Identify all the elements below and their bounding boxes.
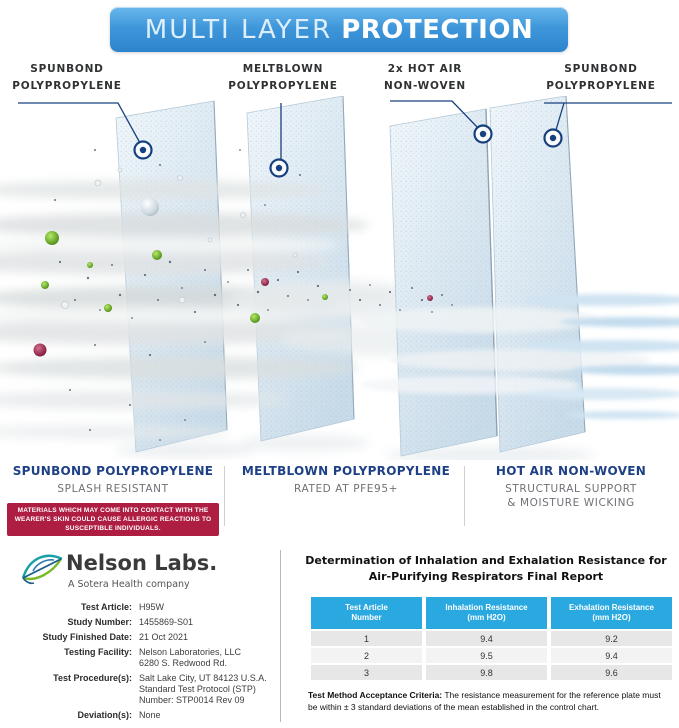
table-cell: 9.4	[551, 648, 672, 663]
divider	[224, 466, 225, 526]
study-fields	[10, 602, 285, 721]
label-line: POLYPROPYLENE	[228, 80, 338, 92]
field-value-line: Number: STP0014 Rev 09	[139, 695, 245, 705]
desc-sub: SPLASH RESISTANT	[57, 483, 169, 495]
table-cell: 2	[311, 648, 422, 663]
report-title	[300, 553, 672, 585]
table-cell: 9.8	[426, 665, 547, 680]
field-value: 21 Oct 2021	[139, 632, 189, 642]
label-line: SPUNBOND	[30, 63, 104, 75]
table-cell: 9.4	[426, 631, 547, 646]
table-cell: 9.2	[551, 631, 672, 646]
field-value: None	[139, 710, 161, 720]
nelson-labs-logo-icon	[20, 550, 64, 590]
field-value-line: Standard Test Protocol (STP)	[139, 684, 256, 694]
label-layer-1-spunbond	[0, 61, 142, 95]
table-header-cell	[551, 597, 672, 629]
desc-sub	[472, 482, 670, 510]
divider	[280, 550, 281, 722]
field-value	[139, 673, 285, 706]
header-text: Exhalation Resistance (mm H2O)	[569, 603, 654, 622]
field-label: Study Number:	[67, 617, 132, 627]
lab-tagline: A Sotera Health company	[68, 579, 190, 590]
label-line: 2x HOT AIR	[387, 63, 463, 75]
field-label: Test Procedure(s):	[53, 673, 132, 683]
desc-sub: RATED AT PFE95+	[294, 483, 398, 495]
acceptance-criteria-note	[308, 690, 672, 713]
header-text: Test Article Number	[345, 603, 388, 622]
label-layer-3-hot-air	[349, 61, 501, 95]
marker-layer-4	[545, 130, 562, 147]
label-layer-2-meltblown	[206, 61, 360, 95]
field-label: Deviation(s):	[77, 710, 132, 720]
table-cell: 1	[311, 631, 422, 646]
desc-meltblown	[232, 464, 460, 496]
desc-heading: SPUNBOND POLYPROPYLENE	[12, 464, 214, 478]
report-title-line: Air-Purifying Respirators Final Report	[368, 570, 604, 583]
layers-illustration	[0, 96, 679, 460]
field-value: H95W	[139, 602, 165, 612]
note-lead: Test Method Acceptance Criteria:	[308, 690, 443, 700]
field-value	[139, 647, 285, 669]
note-body: The resistance measurement for the reference plate must be within ± 3 standard deviations of the mean established in the control chart.	[308, 690, 661, 712]
label-line: NON-WOVEN	[384, 80, 466, 92]
header-text: Inhalation Resistance (mm H2O)	[445, 603, 528, 622]
marker-layer-2	[271, 160, 288, 177]
field-value-line: Nelson Laboratories, LLC	[139, 647, 242, 657]
field-value-line: Salt Lake City, UT 84123 U.S.A.	[139, 673, 267, 683]
field-label: Test Article:	[80, 602, 132, 612]
label-layer-4-spunbond	[524, 61, 678, 95]
label-line: POLYPROPYLENE	[12, 80, 122, 92]
label-line: SPUNBOND	[564, 63, 638, 75]
title-banner	[110, 7, 568, 52]
title-light: MULTI LAYER	[144, 14, 333, 45]
lab-name: Nelson Labs.	[66, 551, 218, 575]
label-line: MELTBLOWN	[242, 63, 324, 75]
table-header-cell	[426, 597, 547, 629]
panel-hot-air-1	[390, 109, 497, 456]
divider	[464, 466, 465, 526]
title-bold: PROTECTION	[341, 14, 534, 45]
desc-spunbond	[6, 464, 220, 536]
table-cell: 9.5	[426, 648, 547, 663]
table-header-cell	[311, 597, 422, 629]
desc-sub-line: STRUCTURAL SUPPORT	[505, 483, 637, 495]
desc-heading: MELTBLOWN POLYPROPYLENE	[241, 464, 451, 478]
label-line: POLYPROPYLENE	[546, 80, 656, 92]
field-value: 1455869-S01	[139, 617, 194, 627]
resistance-table	[311, 597, 672, 680]
table-cell: 3	[311, 665, 422, 680]
desc-hot-air	[472, 464, 670, 510]
marker-layer-1	[135, 142, 152, 159]
desc-heading: HOT AIR NON-WOVEN	[495, 464, 647, 478]
field-label: Testing Facility:	[64, 647, 132, 657]
field-value-line: 6280 S. Redwood Rd.	[139, 658, 228, 668]
marker-layer-3	[475, 126, 492, 143]
field-label: Study Finished Date:	[42, 632, 132, 642]
desc-sub-line: & MOISTURE WICKING	[507, 497, 635, 509]
report-title-line: Determination of Inhalation and Exhalation Resistance for	[305, 554, 667, 567]
table-cell: 9.6	[551, 665, 672, 680]
allergy-warning: MATERIALS WHICH MAY COME INTO CONTACT WITH THE WEARER'S SKIN COULD CAUSE ALLERGIC REACTIONS TO SUSCEPTIBLE INDIVIDUALS.	[7, 503, 219, 536]
